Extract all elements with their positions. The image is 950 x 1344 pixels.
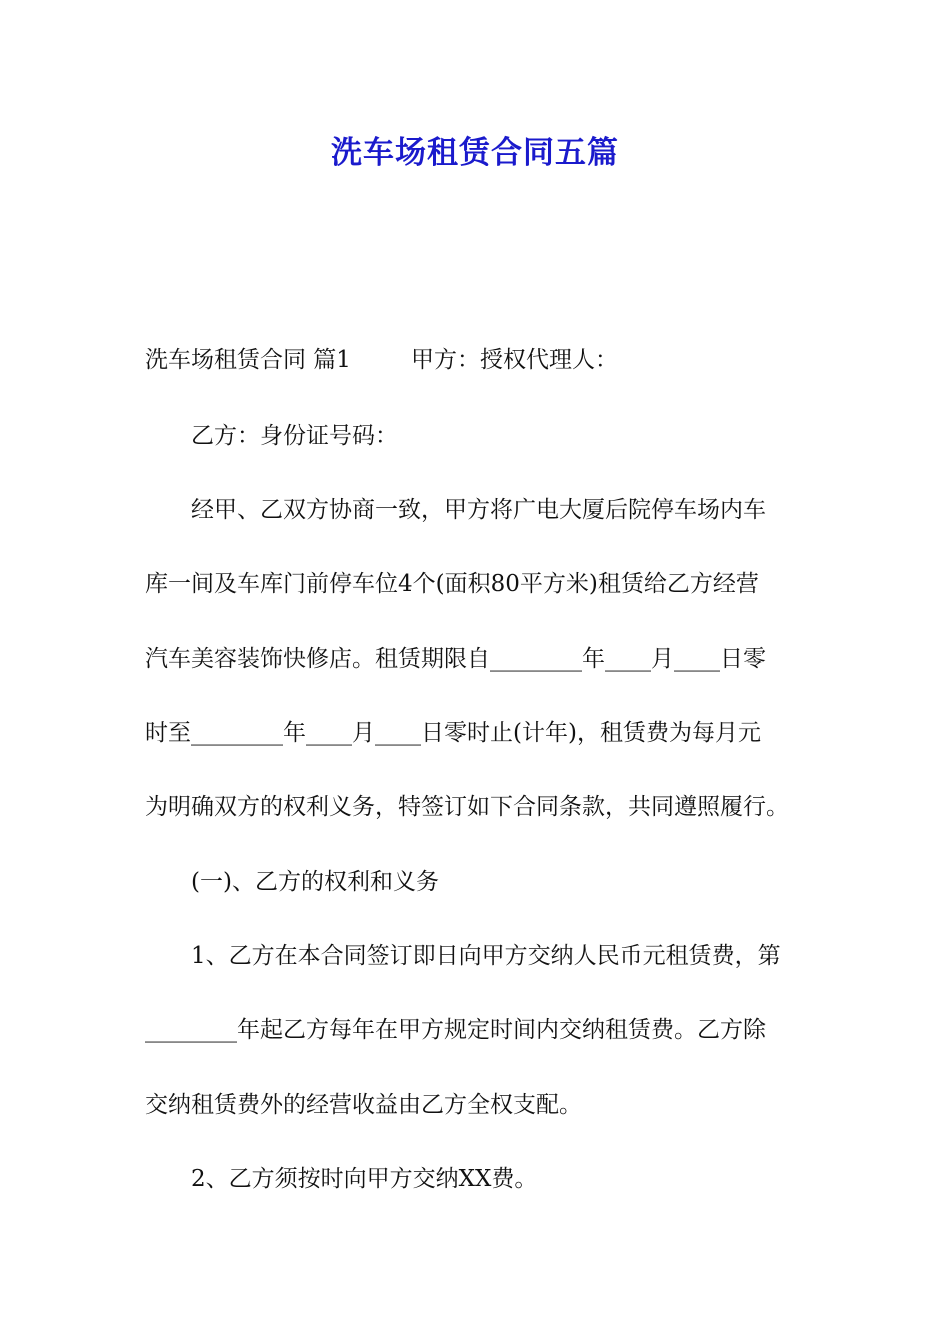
clause-1-line-1: 1、乙方在本合同签订即日向甲方交纳人民币元租赁费，第 [191,943,781,969]
subheading-rights-obligations: (一)、乙方的权利和义务 [191,869,439,895]
paragraph-1-line-2: 库一间及车库门前停车位4个(面积80平方米)租赁给乙方经营 [145,571,759,597]
paragraph-1-line-1: 经甲、乙双方协商一致，甲方将广电大厦后院停车场内车 [191,497,766,523]
section-heading-line [145,342,810,378]
paragraph-1-line-5: 为明确双方的权利义务，特签订如下合同条款，共同遵照履行。 [145,794,789,820]
section-heading: 洗车场租赁合同 篇1 [145,347,351,373]
clause-1-line-2: ________年起乙方每年在甲方规定时间内交纳租赁费。乙方除 [145,1017,766,1043]
document-title: 洗车场租赁合同五篇 [331,135,619,171]
paragraph-1-line-3: 汽车美容装饰快修店。租赁期限自________年____月____日零 [145,646,766,672]
party-a-line: 甲方：授权代理人： [410,347,618,373]
party-b-line: 乙方：身份证号码： [191,423,398,449]
paragraph-1-line-4: 时至________年____月____日零时止(计年)，租赁费为每月元 [145,720,761,746]
clause-2-line: 2、乙方须按时向甲方交纳XX费。 [191,1166,538,1192]
clause-1-line-3: 交纳租赁费外的经营收益由乙方全权支配。 [145,1092,582,1118]
